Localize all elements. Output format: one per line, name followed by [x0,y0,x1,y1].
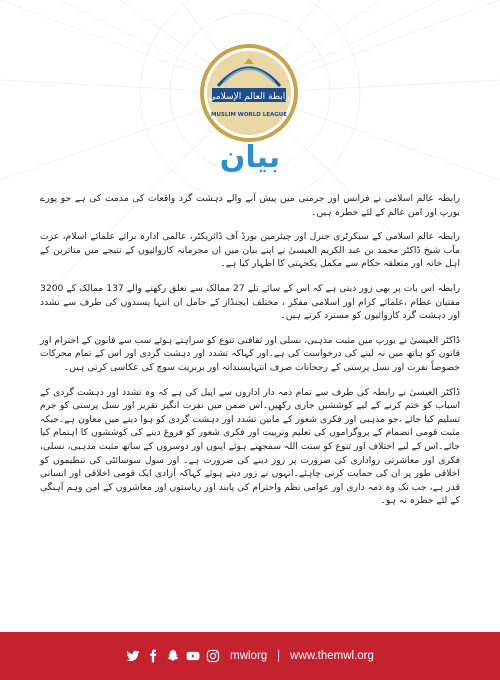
logo-arabic-text: رابطة العالم الإسلامي [208,92,290,102]
paragraph-1: رابطہ عالم اسلامی نے فرانس اور جرمنی میں پیش آنے والے دہشت گرد واقعات کی مذمت کی ہے جو پورے یورپ اور امن عالم کے لئے خطرہ ہیں۔ [40,193,460,218]
paragraph-5: ڈاکٹر العیسیٰ نے رابطہ کی طرف سے تمام ذمہ دار اداروں سے اپیل کی ہے کہ وہ تشدد اور دہشت گردی کے اسباب کو ختم کرنے کے لیے کوششیں جاری رکھیں۔اس ضمن میں نفرت انگیز تقریر اور نسل پرستی کو جرم تسلیم کیا جائے ،جو مذہبی اور فکری شعور کے مابین تشدد اور دہشت گردی کو ہوا دینے میں معاون ہے۔جبکہ مثبت قومی انضمام کے پروگراموں کی تعلیم وتربیت اور فکری شعور کو فروغ دینے کی کوششوں کا اہتمام کیا جائے۔اس کے لیے اختلاف اور تنوع کو سنت اللہ سمجھتے ہوئے اپنوں اور دوسروں کے ساتھ مثبت مذہبی، نسلی، فکری اور معاشرتی رواداری کی ضرورت پر زور دینے کی ضرورت ہے۔ اور سول سوسائٹی کی تنظیموں کو اخلاقی طور پر ان کی حمایت کرنی چاہئے۔انہوں نے زور دیتے ہوئے کہاکہ آزادی ایک قومی اخلاقی اور انسانی قدر ہے، جب تک وہ ذمہ داری اور عوامی نظم واحترام کی پابند اور ریاستوں اور معاشروں کے امن وہم آہنگی کے لئے خطرہ نہ ہو۔ [40,386,460,507]
footer-website-link[interactable]: www.themwl.org [290,650,374,662]
social-icons [126,649,220,663]
paragraph-4: ڈاکٹر العیسیٰ نے یورپ میں مثبت مذہبی، نسلی اور ثقافتی تنوع کو سراہتے ہوئے سب سے قانون کے احترام اور قانون کو ہاتھ میں نہ لینے کی درخواست کی ہے۔اور کہاکہ تشدد اور دہشت گردی اور اس کے تمام محرکات خصوصاً نفرت اور نسل پرستی کے رجحانات صرف انتہاپسندانہ اور بربریت سوچ کی عکاسی کرتی ہیں۔ [40,334,460,373]
youtube-icon[interactable] [186,649,200,663]
footer-handle[interactable]: mwlorg [230,650,268,662]
paragraph-3: رابطہ اس بات پر بھی زور دیتی ہے کہ اس کے سائے تلے 27 ممالک سے تعلق رکھنے والے 137 ممالک کے 3200 مفتیان عظام ،علمائے کرام اور اسلامی مفکر ، مختلف ایجنڈاز کے حامل ان انتہا پسندوں کی طرف سے تشدد اور دہشت گرد کاروائیوں کو مسترد کرتے ہیں۔ [40,282,460,322]
facebook-icon[interactable] [146,649,160,663]
paragraph-2: رابطہ عالم اسلامی کے سیکرٹری جنرل اور چیئرمین بورڈ آف ڈائریکٹر، عالمی ادارہ برائے علمائے اسلام، عزت مآب شیخ ڈاکٹر محمد بن عبد الکریم العیسیٰ نے اپنے بیان میں ان مجرمانہ کاروائیوں کے نتیجے میں متاثرین کے اہل خانہ اور متعلقہ حکام سے مکمل یکجہتی کا اظہار کیا ہے۔ [40,231,460,270]
page-title: بیان [219,140,281,175]
footer-separator: | [277,650,281,662]
logo-english-text: MUSLIM WORLD LEAGUE [210,112,288,118]
instagram-icon[interactable] [206,649,220,663]
snapchat-icon[interactable] [166,649,180,663]
twitter-icon[interactable] [126,649,140,663]
mwl-logo [198,42,300,144]
statement-body [40,192,460,519]
footer-bar [0,632,500,680]
